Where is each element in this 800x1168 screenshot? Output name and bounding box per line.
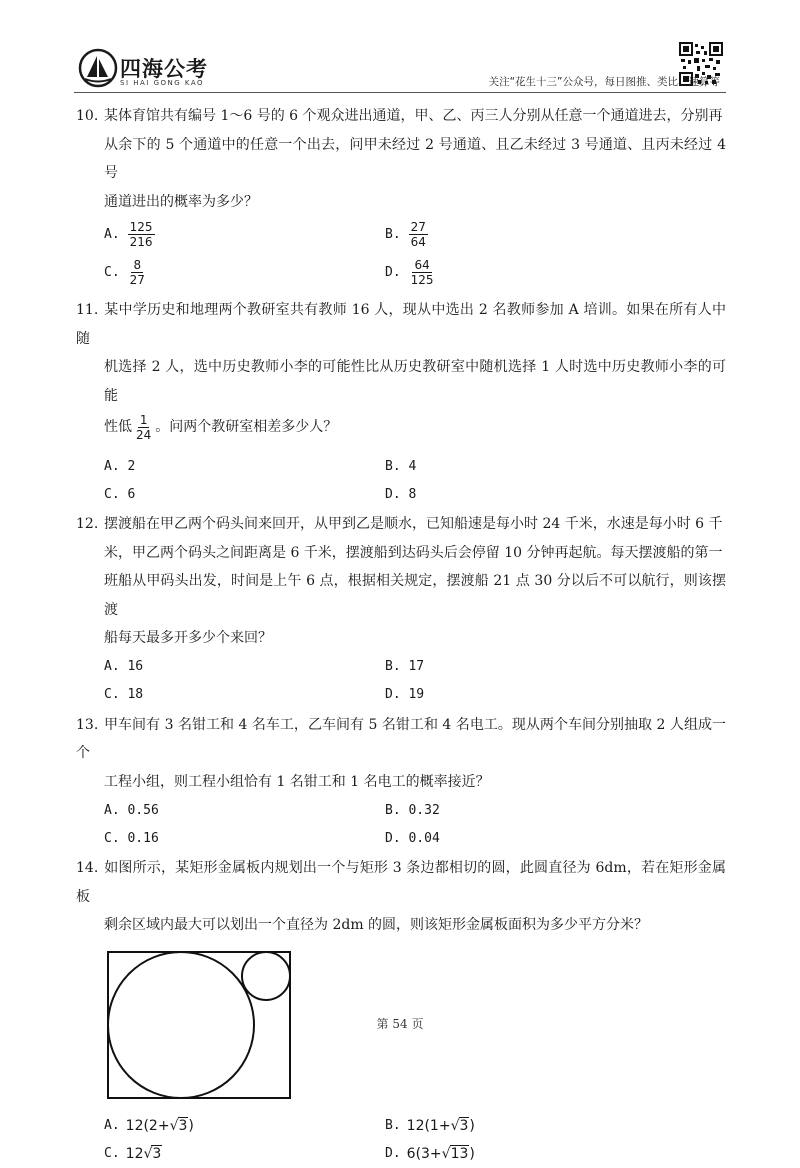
option-c[interactable]: C. 6 (104, 486, 136, 502)
option-letter: D. (385, 1146, 401, 1161)
option-a[interactable]: A. 0.56 (104, 802, 159, 818)
question-number: 14. (76, 860, 99, 876)
question-10-stem (76, 102, 726, 216)
numerator: 64 (414, 257, 430, 272)
option-c[interactable]: C. 18 (104, 687, 144, 702)
numerator: 8 (133, 257, 142, 272)
math-expression: 12(2+√3) (125, 1117, 194, 1134)
option-a[interactable]: A. 16 (104, 659, 144, 674)
numerator: 1 (139, 412, 148, 427)
option-b[interactable] (385, 1118, 666, 1134)
question-13 (76, 711, 726, 853)
stem-line: 如图所示，某矩形金属板内规划出一个与矩形 3 条边都相切的圆，此圆直径为 6dm，若在矩形金属板 (76, 860, 726, 905)
question-list (76, 102, 726, 1168)
option-c[interactable] (104, 258, 385, 287)
option-letter: A. (104, 1118, 120, 1133)
header-divider (74, 92, 726, 93)
fraction (409, 220, 428, 249)
math-expression: 12(1+√3) (406, 1117, 475, 1134)
stem-line: 甲车间有 3 名钳工和 4 名车工，乙车间有 5 名钳工和 4 名电工。现从两个车间分别抽取 2 人组成一个 (76, 716, 726, 761)
math-expression: 12√3 (125, 1145, 162, 1162)
question-11-options (104, 452, 726, 508)
option-d[interactable]: D. 0.04 (385, 830, 440, 846)
question-number: 13. (76, 716, 99, 733)
math-expression: 6(3+√13) (406, 1145, 475, 1162)
stem-line: 通道进出的概率为多少？ (104, 193, 258, 210)
question-13-options (104, 796, 726, 852)
denominator: 24 (136, 427, 152, 442)
question-10-options (104, 216, 726, 292)
option-letter: A. (104, 226, 120, 242)
option-letter: C. (104, 1146, 120, 1161)
expr-part: 12(1+ (406, 1117, 451, 1134)
question-11 (76, 296, 726, 508)
option-b[interactable]: B. 17 (385, 659, 425, 674)
option-d[interactable] (385, 258, 666, 287)
option-c[interactable]: C. 0.16 (104, 830, 159, 846)
question-12 (76, 510, 726, 709)
radicand: 13 (450, 1145, 469, 1162)
question-12-options (104, 653, 726, 709)
question-number: 10. (76, 108, 99, 124)
expr-part: ) (469, 1145, 475, 1162)
stem-line: 某中学历史和地理两个教研室共有教师 16 人，现从中选出 2 名教师参加 A 培训。如果在所有人中随 (76, 302, 726, 347)
question-number: 12. (76, 516, 99, 532)
option-b[interactable]: B. 0.32 (385, 802, 440, 818)
question-14-options (104, 1112, 726, 1168)
option-a[interactable] (104, 220, 385, 249)
option-letter: C. (104, 264, 120, 280)
sailboat-logo-icon (78, 48, 118, 88)
expr-part: ) (469, 1117, 475, 1134)
logo-name: 四海公考 (120, 57, 208, 81)
expr-part: ) (188, 1117, 194, 1134)
question-10 (76, 102, 726, 292)
stem-line: 摆渡船在甲乙两个码头间来回开，从甲到乙是顺水，已知船速是每小时 24 千米，水速是每小时 6 千 (104, 516, 723, 532)
option-a[interactable] (104, 1118, 385, 1134)
stem-line: 。问两个教研室相差多少人？ (155, 419, 338, 435)
question-number: 11. (76, 302, 99, 318)
expr-part: 12(2+ (125, 1117, 170, 1134)
stem-line: 工程小组，则工程小组恰有 1 名钳工和 1 名电工的概率接近？ (104, 773, 490, 790)
page-number: 第 54 页 (376, 1017, 424, 1031)
fraction (134, 413, 153, 442)
question-14 (76, 854, 726, 1168)
option-letter: B. (385, 1118, 401, 1133)
header-slogan: 关注“花生十三”公众号，每日图推、类比、速算等 (488, 76, 720, 88)
question-12-stem (76, 510, 726, 653)
expr-part: 6(3+ (406, 1145, 442, 1162)
option-c[interactable] (104, 1146, 385, 1162)
question-14-stem (76, 854, 726, 940)
stem-line: 米，甲乙两个码头之间距离是 6 千米，摆渡船到达码头后会停留 10 分钟再起航。每天摆渡船的第一 (104, 544, 723, 561)
stem-line: 船每天最多开多少个来回？ (104, 630, 272, 646)
small-circle (242, 952, 290, 1000)
option-b[interactable]: B. 4 (385, 458, 417, 474)
denominator: 125 (410, 272, 434, 287)
denominator: 216 (129, 234, 153, 249)
radicand: 3 (152, 1145, 162, 1162)
option-a[interactable]: A. 2 (104, 458, 136, 474)
logo-subtitle: SI HAI GONG KAO (120, 79, 205, 87)
fraction (409, 258, 436, 287)
option-letter: B. (385, 226, 401, 242)
numerator: 125 (129, 219, 153, 234)
expr-part: 12 (125, 1145, 144, 1162)
option-d[interactable]: D. 8 (385, 486, 417, 502)
stem-line: 从余下的 5 个通道中的任意一个出去，问甲未经过 2 号通道、且乙未经过 3 号通道、且丙未经过 4 号 (104, 136, 726, 181)
denominator: 64 (410, 234, 426, 249)
option-b[interactable] (385, 220, 666, 249)
stem-line: 机选择 2 人，选中历史教师小李的可能性比从历史教研室中随机选择 1 人时选中历史教师小李的可能 (104, 359, 726, 404)
question-13-stem (76, 711, 726, 797)
stem-line: 某体育馆共有编号 1～6 号的 6 个观众进出通道，甲、乙、丙三人分别从任意一个通道进去，分别再 (104, 108, 723, 124)
option-d[interactable] (385, 1146, 666, 1162)
brand-logo (78, 48, 238, 96)
page-header (0, 0, 800, 100)
fraction (128, 220, 155, 249)
question-11-stem (76, 296, 726, 444)
stem-line: 班船从甲码头出发，时间是上午 6 点，根据相关规定，摆渡船 21 点 30 分以后不可以航行，则该摆渡 (104, 573, 726, 618)
fraction (128, 258, 147, 287)
option-letter: D. (385, 264, 401, 280)
option-d[interactable]: D. 19 (385, 687, 425, 702)
stem-line: 性低 (104, 419, 132, 435)
radicand: 3 (178, 1117, 188, 1134)
numerator: 27 (410, 219, 426, 234)
stem-line: 剩余区域内最大可以划出一个直径为 2dm 的圆，则该矩形金属板面积为多少平方分米？ (104, 917, 649, 933)
denominator: 27 (129, 272, 145, 287)
radicand: 3 (459, 1117, 469, 1134)
